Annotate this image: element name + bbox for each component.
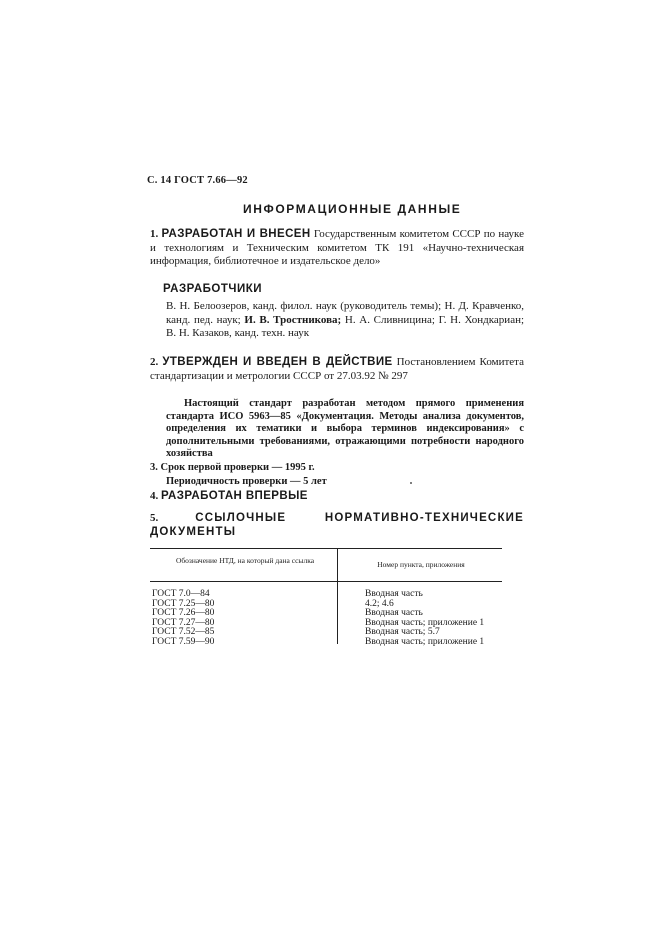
section-1-text: Государственным комитетом СССР по науке и технологиям и Техническим комитетом ТК 191 «Научно-техническая информация, библиотечное и издательское дело»: [150, 228, 525, 267]
section-5: [150, 512, 524, 539]
section-2-lead: УТВЕРЖДЕН И ВВЕДЕН В ДЕЙСТВИЕ: [162, 356, 393, 368]
table-cell-ref: Вводная часть; приложение 1: [365, 636, 485, 647]
table-header-ref: Номер пункта, приложения: [377, 560, 465, 569]
section-3-line-2: Периодичность проверки — 5 лет: [166, 475, 327, 487]
section-2-text: Постановлением Комитета стандартизации и метрологии СССР от 27.03.92 № 297: [150, 356, 525, 382]
table-cell-doc: ГОСТ 7.59—90: [152, 636, 215, 647]
developer-1: В. Н. Белоозеров, канд. филол. наук (руководитель темы);: [166, 300, 442, 312]
section-2-paragraph: Настоящий стандарт разработан методом прямого применения стандарта ИСО 5963—85 «Документация. Методы анализа документов, определения их тематики и выбора терминов индексирования» с дополнительными требованиями, отражающими потребности народного хозяйства: [166, 398, 524, 459]
speck: [410, 482, 412, 484]
table-cell-ref: 4.2; 4.6: [365, 598, 394, 609]
table-header-rule: [150, 581, 502, 582]
developer-2-degree: канд. пед. наук;: [166, 313, 241, 326]
section-2-number: 2.: [150, 356, 159, 368]
section-3-number: 3.: [150, 462, 158, 473]
developer-3: И. В. Тростникова;: [244, 313, 342, 326]
table-cell-doc: ГОСТ 7.52—85: [152, 627, 215, 637]
table-cell-ref: Вводная часть; приложение 1: [365, 617, 485, 628]
page-title: ИНФОРМАЦИОННЫЕ ДАННЫЕ: [243, 202, 462, 216]
page-header: С. 14 ГОСТ 7.66—92: [147, 175, 248, 186]
developers-heading: РАЗРАБОТЧИКИ: [163, 283, 262, 295]
table-cell-doc: ГОСТ 7.0—84: [152, 589, 210, 599]
developer-4-6: Н. А. Сливницина; Г. Н. Хондкариан; В. Н. Казаков,: [166, 313, 525, 339]
section-2: [150, 356, 524, 383]
table-top-rule: [150, 548, 502, 549]
section-4: [150, 490, 524, 504]
developer-6-degree: канд. техн. наук: [234, 327, 310, 339]
section-1: [150, 228, 524, 269]
section-3-line-1: Срок первой проверки — 1995 г.: [160, 462, 315, 473]
section-1-lead: РАЗРАБОТАН И ВНЕСЕН: [161, 228, 311, 240]
table-cell-ref: Вводная часть: [365, 608, 423, 618]
developers-list: [166, 300, 524, 341]
section-4-lead: РАЗРАБОТАН ВПЕРВЫЕ: [161, 490, 308, 502]
table-cell-doc: ГОСТ 7.27—80: [152, 617, 215, 628]
table-cell-ref: Вводная часть: [365, 589, 423, 599]
section-5-lead: ССЫЛОЧНЫЕ НОРМАТИВНО-ТЕХНИЧЕСКИЕ ДОКУМЕНТЫ: [150, 512, 524, 538]
developer-2: Н. Д. Кравченко,: [444, 300, 524, 312]
section-3: [150, 461, 524, 488]
section-5-number: 5.: [150, 512, 159, 524]
section-4-number: 4.: [150, 490, 159, 502]
section-1-number: 1.: [150, 228, 159, 240]
table-cell-doc: ГОСТ 7.25—80: [152, 598, 215, 609]
table-cell-ref: Вводная часть; 5.7: [365, 627, 440, 637]
table-header-doc: Обозначение НТД, на который дана ссылка: [175, 556, 315, 565]
table-column-divider: [337, 548, 338, 644]
table-cell-doc: ГОСТ 7.26—80: [152, 608, 215, 618]
